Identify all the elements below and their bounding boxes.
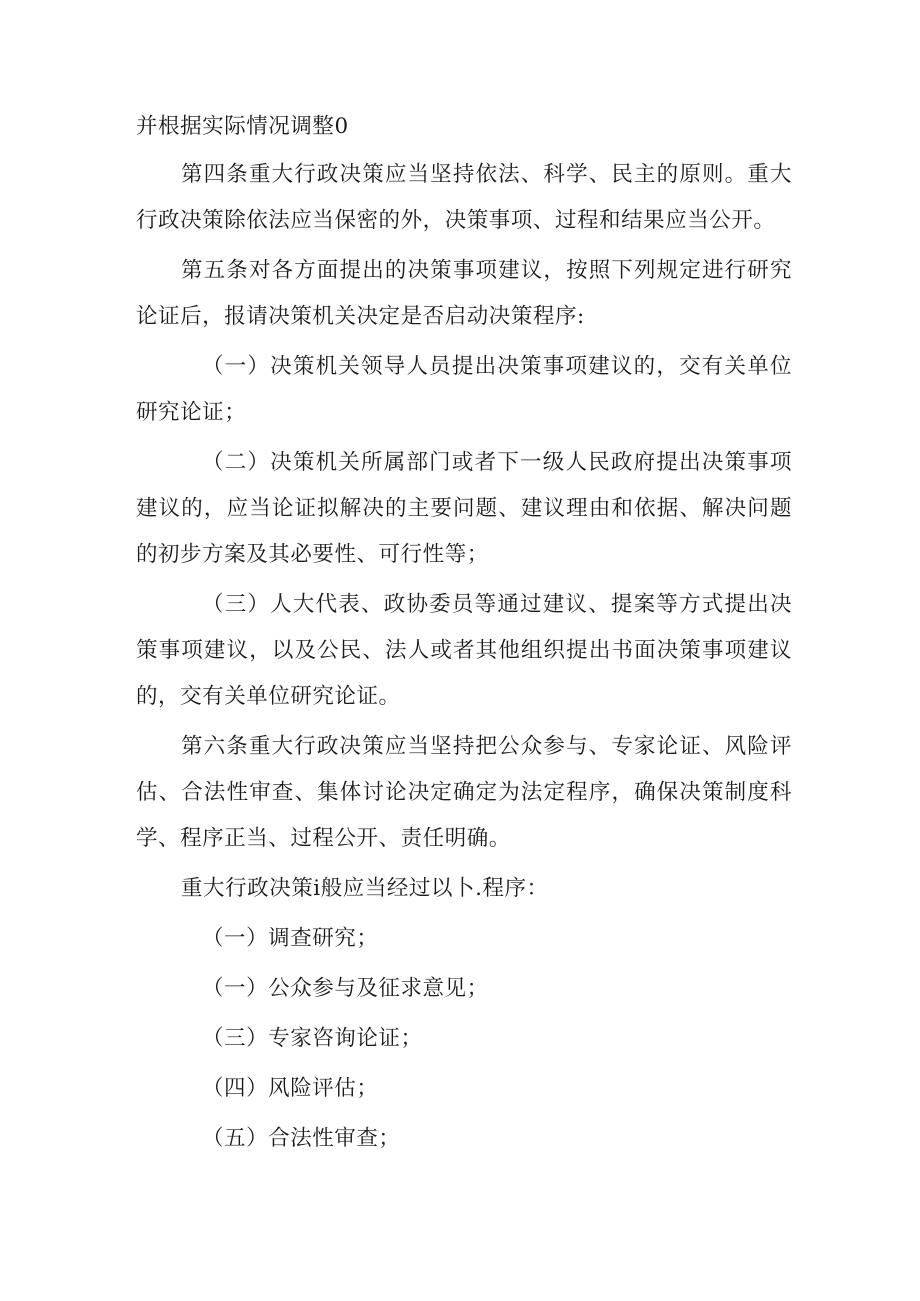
- procedure-intro: 重大行政决策i般应当经过以卜.程序：: [181, 876, 549, 901]
- article-5-item-2: （二）决策机关所属部门或者下一级人民政府提出决策事项建议的，应当论证拟解决的主要问题、建议理由和依据、解决问题的初步方案及其必要性、可行性等；: [136, 450, 792, 567]
- article-5-paragraph: 第五条对各方面提出的决策事项建议，按照下列规定进行研究论证后，报请决策机关决定是否启动决策程序:: [136, 258, 792, 329]
- article-4-paragraph: 第四条重大行政决策应当坚持依法、科学、民主的原则。重大行政决策除依法应当保密的外，决策事项、过程和结果应当公开。: [136, 162, 792, 233]
- procedure-list: [136, 916, 792, 1162]
- list-item: （五）合法性审查；: [202, 1126, 401, 1151]
- article-5-item-1: （一）决策机关领导人员提出决策事项建议的，交有关单位研究论证；: [136, 354, 792, 425]
- list-item: （一）公众参与及征求意见；: [202, 976, 489, 1001]
- article-5-item-3: （三）人大代表、政协委员等通过建议、提案等方式提出决策事项建议，以及公民、法人或者其他组织提出书面决策事项建议的，交有关单位研究论证。: [136, 592, 792, 709]
- list-item: （三）专家咨询论证；: [202, 1026, 423, 1051]
- document-page: [136, 104, 792, 1162]
- list-item: （一）调查研究；: [202, 926, 379, 951]
- paragraph-continuation: 并根据实际情况调整0: [136, 114, 349, 139]
- list-item: （四）风险评估；: [202, 1076, 379, 1101]
- article-6-paragraph: 第六条重大行政决策应当坚持把公众参与、专家论证、风险评估、合法性审查、集体讨论决定确定为法定程序，确保决策制度科学、程序正当、过程公开、责任明确。: [136, 734, 792, 851]
